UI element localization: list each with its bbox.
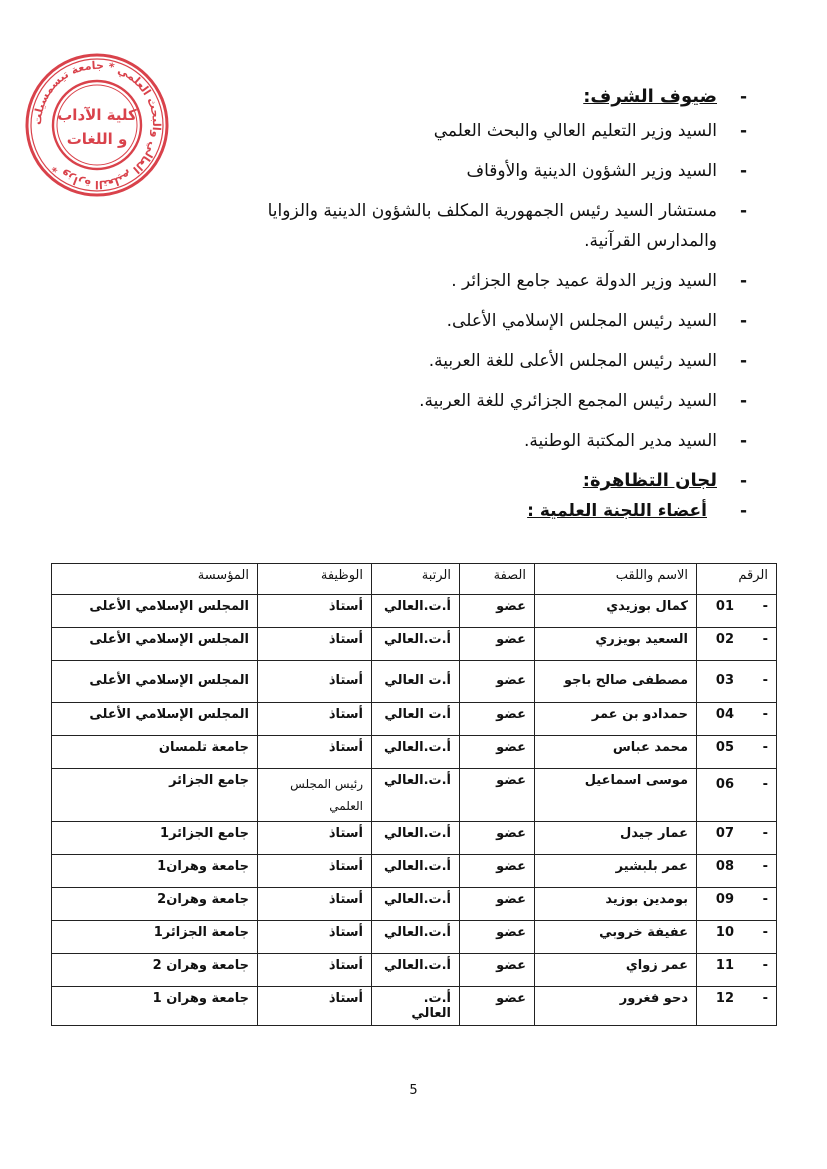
scientific-committee-heading: [527, 501, 707, 521]
cell-rank: أ.ت العالي: [372, 703, 460, 736]
cell-name: عمر بلبشير: [535, 855, 697, 888]
cell-name: بومدين بوزيد: [535, 888, 697, 921]
table-row: [52, 628, 777, 661]
table-row: [52, 822, 777, 855]
cell-inst: المجلس الإسلامي الأعلى: [52, 595, 258, 628]
cell-inst: جامعة وهران2: [52, 888, 258, 921]
header-role: الصفة: [460, 564, 535, 595]
table-row: [52, 769, 777, 822]
cell-rank: أ.ت.العالي: [372, 595, 460, 628]
cell-role: عضو: [460, 987, 535, 1026]
cell-job: أستاذ: [258, 954, 372, 987]
cell-inst: المجلس الإسلامي الأعلى: [52, 703, 258, 736]
cell-rank: أ.ت.العالي: [372, 888, 460, 921]
cell-rank: أ.ت.العالي: [372, 954, 460, 987]
cell-name: محمد عباس: [535, 736, 697, 769]
cell-rank: أ.ت.العالي: [372, 855, 460, 888]
table-row: [52, 921, 777, 954]
cell-job: أستاذ: [258, 736, 372, 769]
cell-role: عضو: [460, 822, 535, 855]
committees-heading-item: [67, 468, 747, 494]
guest-item: - السيد وزير الدولة عميد جامع الجزائر .: [67, 268, 747, 294]
cell-name: موسى اسماعيل: [535, 769, 697, 822]
table-row: [52, 954, 777, 987]
guest-item: - مستشار السيد رئيس الجمهورية المكلف بالشؤون الدينية والزوايا: [67, 198, 747, 224]
cell-role: عضو: [460, 921, 535, 954]
cell-num: - 09: [697, 888, 777, 921]
cell-inst: جامعة وهران 2: [52, 954, 258, 987]
cell-role: عضو: [460, 661, 535, 703]
document-body: [67, 84, 747, 538]
header-job: الوظيفة: [258, 564, 372, 595]
cell-num: - 03: [697, 661, 777, 703]
guest-item: - السيد رئيس المجلس الإسلامي الأعلى.: [67, 308, 747, 334]
cell-role: عضو: [460, 628, 535, 661]
cell-name: حمدادو بن عمر: [535, 703, 697, 736]
cell-inst: جامعة وهران 1: [52, 987, 258, 1026]
table-row: [52, 987, 777, 1026]
cell-job: أستاذ: [258, 921, 372, 954]
cell-job: أستاذ: [258, 703, 372, 736]
cell-num: - 07: [697, 822, 777, 855]
cell-inst: المجلس الإسلامي الأعلى: [52, 628, 258, 661]
cell-num: - 06: [697, 769, 777, 822]
cell-name: دحو فغرور: [535, 987, 697, 1026]
cell-role: عضو: [460, 595, 535, 628]
svg-text:و اللغات: و اللغات: [66, 130, 128, 148]
guests-heading-item: [67, 84, 747, 110]
guest-item: - السيد رئيس المجلس الأعلى للغة العربية.: [67, 348, 747, 374]
cell-job: أستاذ: [258, 661, 372, 703]
guest-item-continuation: والمدارس القرآنية.: [584, 231, 717, 251]
committees-heading: لجان التظاهرة:: [582, 470, 717, 491]
cell-role: عضو: [460, 855, 535, 888]
header-name: الاسم واللقب: [535, 564, 697, 595]
guests-heading: ضيوف الشرف:: [583, 86, 717, 107]
cell-rank: أ.ت.العالي: [372, 822, 460, 855]
cell-inst: جامعة الجزائر1: [52, 921, 258, 954]
cell-role: عضو: [460, 769, 535, 822]
cell-role: عضو: [460, 736, 535, 769]
table-row: [52, 703, 777, 736]
cell-rank: أ.ت. العالي: [372, 987, 460, 1026]
cell-name: مصطفى صالح باجو: [535, 661, 697, 703]
svg-text:كلية الآداب: كلية الآداب: [57, 106, 137, 124]
cell-inst: جامع الجزائر1: [52, 822, 258, 855]
cell-rank: أ.ت.العالي: [372, 921, 460, 954]
committee-subheading-item: [67, 498, 747, 524]
cell-inst: المجلس الإسلامي الأعلى: [52, 661, 258, 703]
cell-rank: أ.ت.العالي: [372, 769, 460, 822]
cell-name: عفيفة خروبي: [535, 921, 697, 954]
table-header-row: [52, 564, 777, 595]
cell-inst: جامعة تلمسان: [52, 736, 258, 769]
page-number: 5: [409, 1083, 418, 1098]
cell-role: عضو: [460, 888, 535, 921]
scientific-committee-table: [51, 563, 777, 1026]
guest-item: - السيد وزير التعليم العالي والبحث العلمي: [67, 118, 747, 144]
table-row: [52, 595, 777, 628]
cell-job: أستاذ: [258, 628, 372, 661]
cell-num: - 04: [697, 703, 777, 736]
cell-role: عضو: [460, 954, 535, 987]
cell-num: - 11: [697, 954, 777, 987]
cell-rank: أ.ت.العالي: [372, 628, 460, 661]
cell-role: عضو: [460, 703, 535, 736]
cell-job: رئيس المجلس العلمي: [258, 769, 372, 822]
cell-name: السعيد بويزري: [535, 628, 697, 661]
table-row: [52, 888, 777, 921]
cell-inst: جامع الجزائر: [52, 769, 258, 822]
cell-job: أستاذ: [258, 888, 372, 921]
table-row: [52, 736, 777, 769]
cell-num: - 12: [697, 987, 777, 1026]
cell-rank: أ.ت.العالي: [372, 736, 460, 769]
cell-job: أستاذ: [258, 822, 372, 855]
cell-name: عمر زواي: [535, 954, 697, 987]
cell-name: كمال بوزيدي: [535, 595, 697, 628]
cell-job: أستاذ: [258, 987, 372, 1026]
cell-num: - 05: [697, 736, 777, 769]
guest-item: - السيد رئيس المجمع الجزائري للغة العربية.: [67, 388, 747, 414]
cell-rank: أ.ت العالي: [372, 661, 460, 703]
guest-item: - السيد مدير المكتبة الوطنية.: [67, 428, 747, 454]
svg-text:وزارة التعليم العالي والبحث ال: وزارة التعليم العالي والبحث العلمي * جامعة تيسمسيلت *: [30, 58, 164, 192]
table-row: [52, 661, 777, 703]
cell-num: - 10: [697, 921, 777, 954]
guest-item: - السيد وزير الشؤون الدينية والأوقاف: [67, 158, 747, 184]
cell-num: - 08: [697, 855, 777, 888]
cell-inst: جامعة وهران1: [52, 855, 258, 888]
header-inst: المؤسسة: [52, 564, 258, 595]
cell-name: عمار جيدل: [535, 822, 697, 855]
scientific-committee-heading-text: أعضاء اللجنة العلمية :: [527, 501, 707, 521]
header-rank: الرتبة: [372, 564, 460, 595]
cell-num: - 02: [697, 628, 777, 661]
cell-job: أستاذ: [258, 855, 372, 888]
table-row: [52, 855, 777, 888]
cell-num: - 01: [697, 595, 777, 628]
header-num: الرقم: [697, 564, 777, 595]
cell-job: أستاذ: [258, 595, 372, 628]
